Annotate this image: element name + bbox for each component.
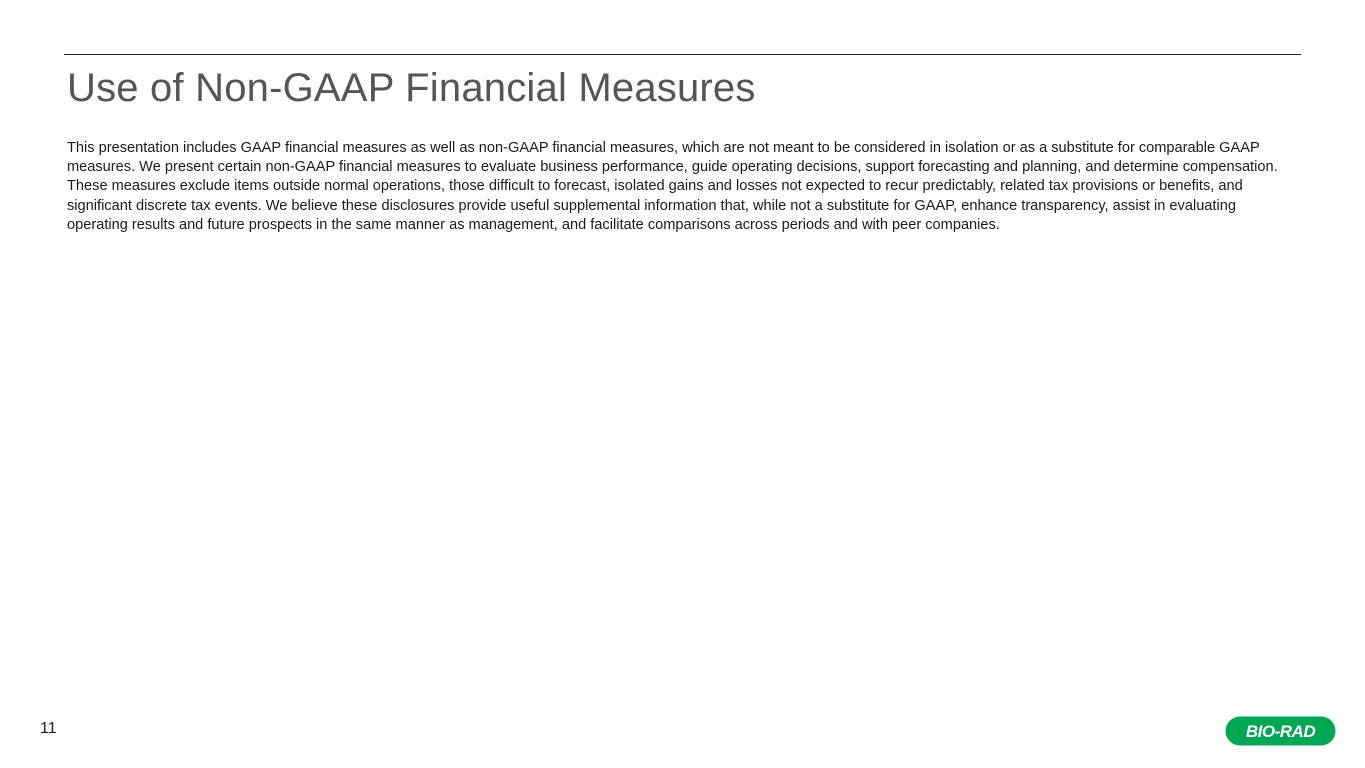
bio-rad-logo — [1225, 716, 1336, 746]
slide-title: Use of Non-GAAP Financial Measures — [67, 66, 756, 110]
title-divider — [64, 54, 1301, 55]
page-number: 11 — [40, 720, 57, 737]
svg-text:BIO-RAD: BIO-RAD — [1245, 722, 1316, 741]
body-paragraph: This presentation includes GAAP financial measures as well as non-GAAP financial measures, which are not meant to be considered in isolation or as a substitute for comparable GAAP measures. We present certain non-GAAP financial measures to evaluate business performance, guide operating decisions, support forecasting and planning, and determine compensation. These measures exclude items outside normal operations, those difficult to forecast, isolated gains and losses not expected to recur predictably, related tax provisions or benefits, and significant discrete tax events. We believe these disclosures provide useful supplemental information that, while not a substitute for GAAP, enhance transparency, assist in evaluating operating results and future prospects in the same manner as management, and facilitate comparisons across periods and with peer companies. — [67, 140, 1278, 233]
